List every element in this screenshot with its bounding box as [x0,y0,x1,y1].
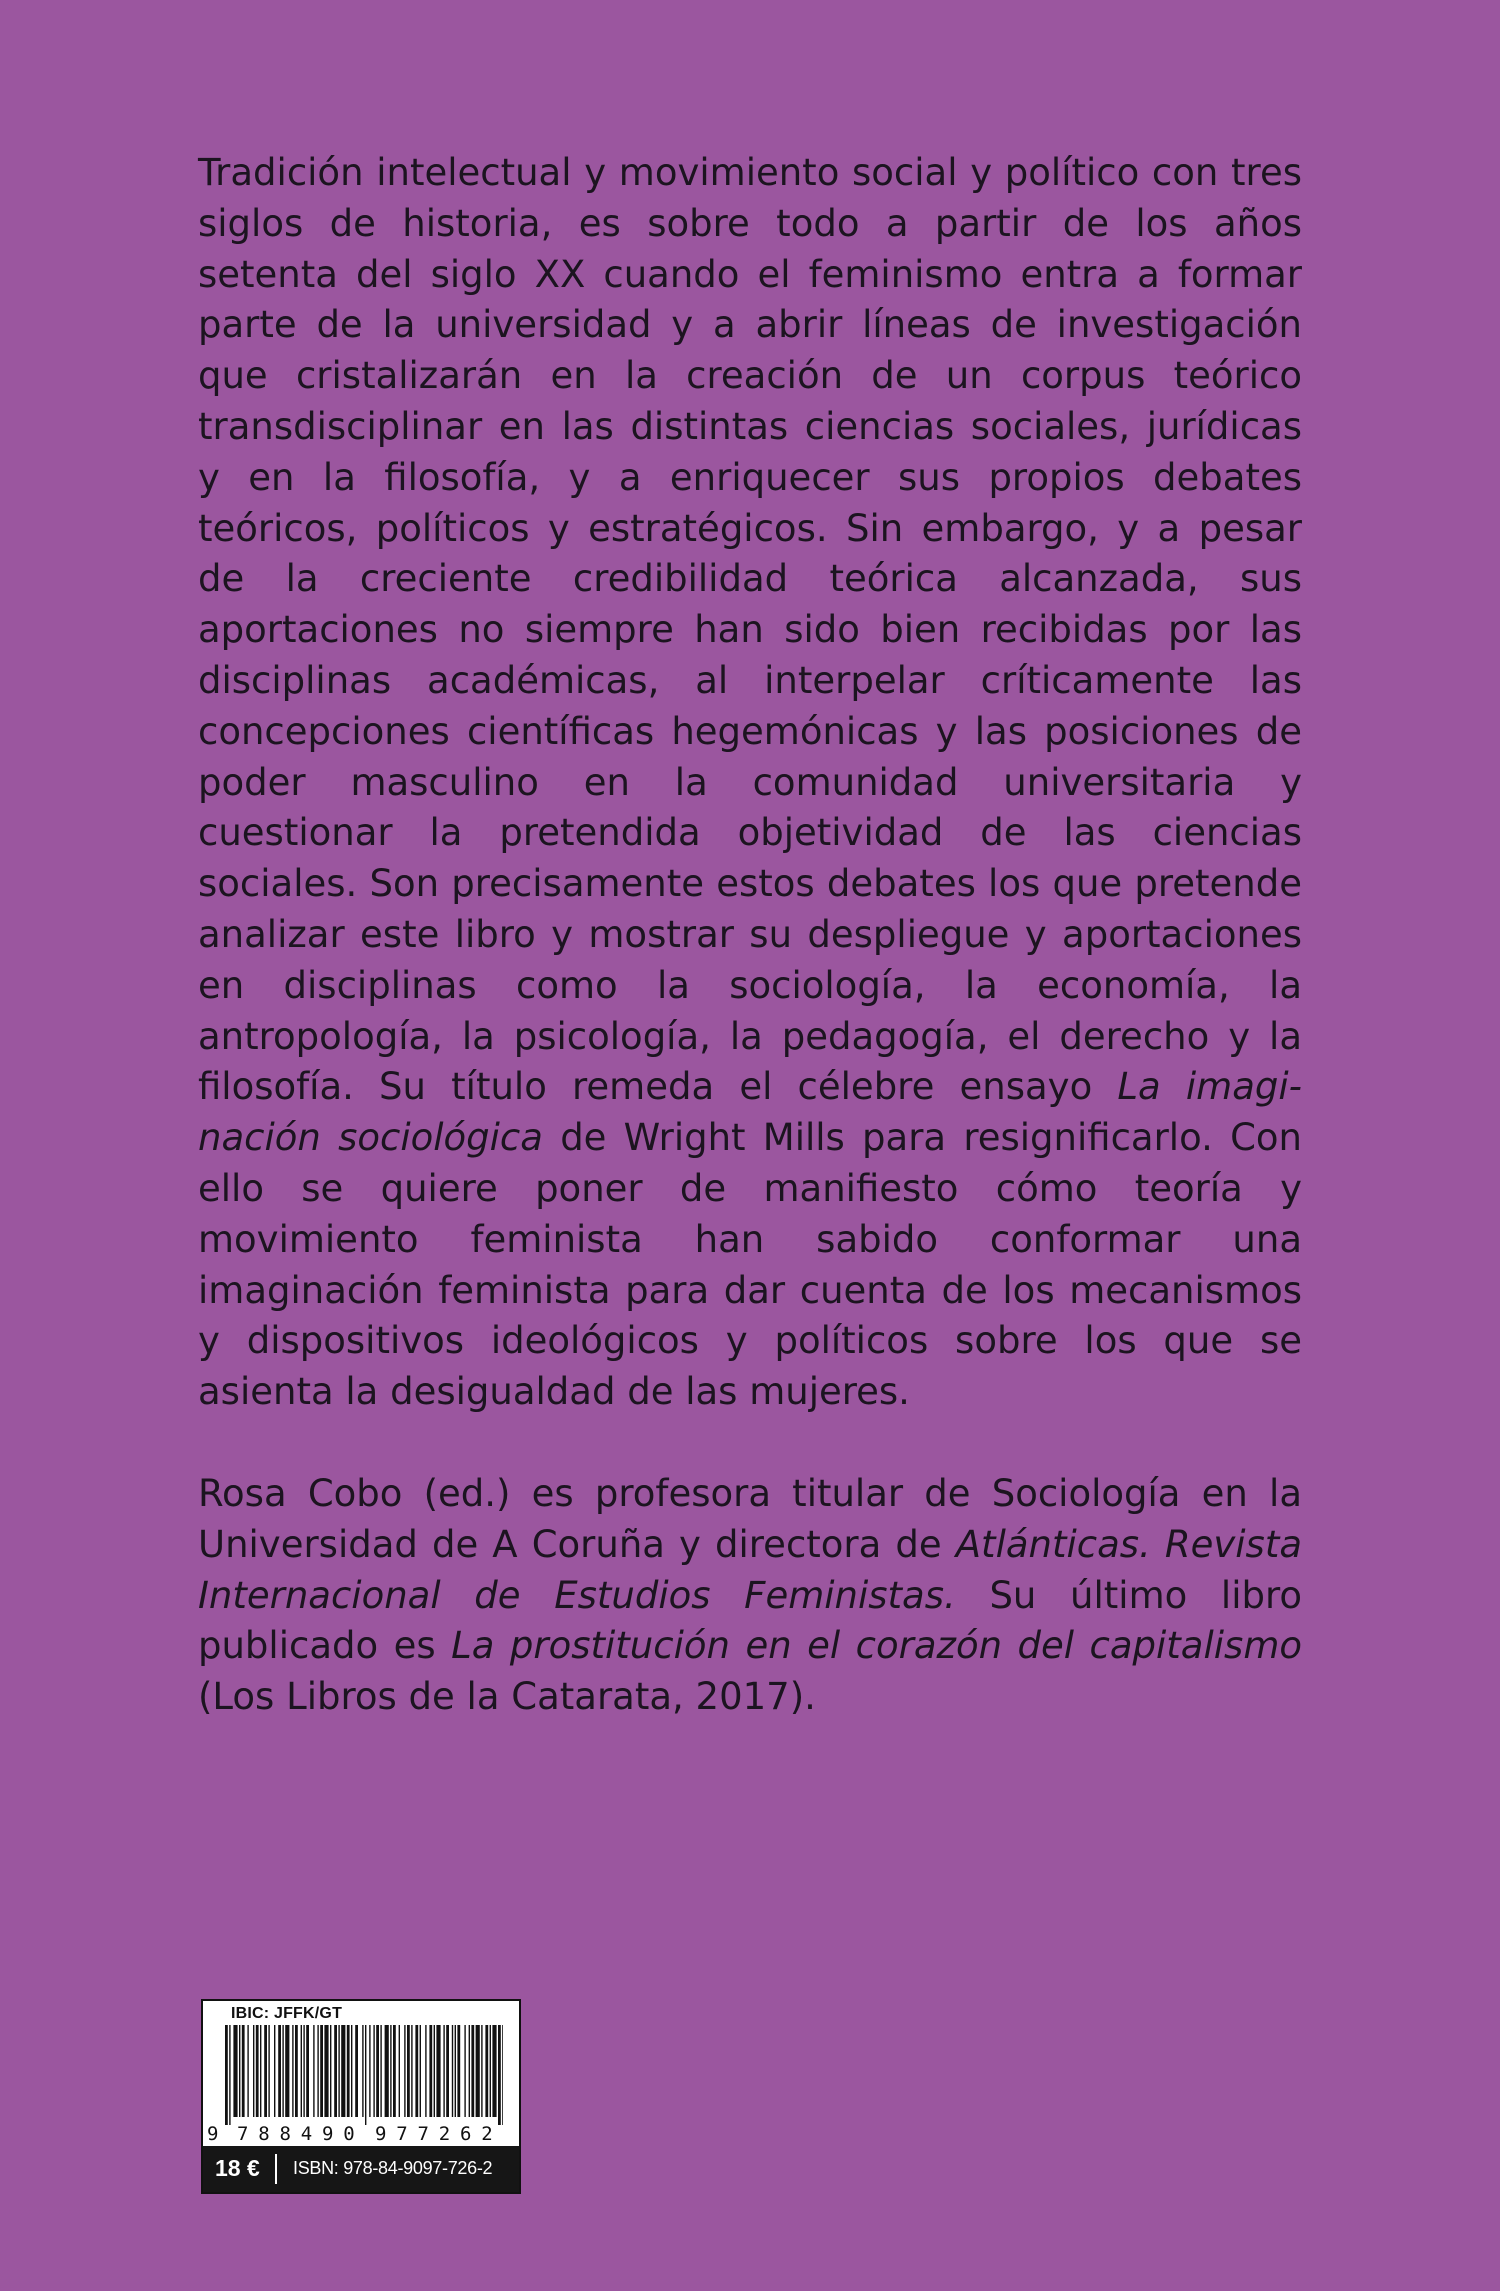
barcode-bar [282,2025,283,2117]
journal-title: Atlánticas. Revista Internacional de Estudios Feministas. [198,1522,1303,1617]
barcode-bar [334,2025,337,2117]
barcode-bar [347,2025,350,2117]
barcode-bar [301,2025,302,2117]
barcode-bar [469,2025,470,2117]
barcode-bar [452,2025,453,2117]
barcode-bar [330,2025,331,2117]
barcode-bar [317,2025,318,2117]
barcode-bar [464,2025,465,2117]
barcode-bar [264,2025,267,2117]
description-text: Tradición intelectual y movimiento social y político con tres siglos de historia, es sobre todo a partir de los años setenta del siglo XX cuando el feminismo entra a formar parte de la universidad y a abrir líneas de investigación que cristalizarán en la creación de un corpus teórico transdisciplinar en las distintas ciencias sociales, jurídicas y en la filosofía, y a enriquecer sus propios debates teóricos, políticos y estratégicos. Sin embargo, y a pesar de la creciente credibilidad teórica alcanzada, sus aportaciones no siempre han sido bien recibidas por las disciplinas académicas, al interpelar críticamente las concepciones científicas hegemónicas y las posiciones de poder masculino en la comunidad universitaria y cuestionar la pretendida objetividad de las ciencias sociales. Son precisamente estos debates los que pretende analizar este libro y mostrar su despliegue y aportaciones en disciplinas como la sociología, la economía, la antropología, la psicología, la pedagogía, el derecho y la filosofía. Su título remeda el célebre ensayo [198,151,1302,1109]
barcode-bar [380,2025,381,2117]
author-bio-text-end: (Los Libros de la Catarata, 2017). [198,1675,816,1719]
barcode-bar [351,2025,352,2117]
barcode-bar [399,2025,400,2117]
barcode-bar [492,2025,496,2117]
barcode-bar [253,2025,254,2117]
barcode-bars [225,2025,503,2125]
barcode-bar [313,2025,314,2117]
barcode-bar [285,2025,289,2117]
barcode-bar [274,2025,275,2117]
barcode-bar [434,2025,435,2117]
barcode-digits-left: 788490 [237,2123,365,2145]
barcode-bar [278,2025,281,2117]
barcode-bar [407,2025,410,2117]
barcode-label [201,1999,521,2194]
price: 18 € [215,2155,260,2181]
barcode-bar [365,2025,366,2125]
barcode-digit-first: 9 [207,2123,229,2145]
barcode-bar [225,2025,228,2125]
barcode-bar [242,2025,245,2117]
barcode-bar [256,2025,259,2117]
barcode-bar [247,2025,248,2117]
barcode-bar [233,2025,237,2117]
latest-book-title: La prostitución en el corazón del capitalismo [451,1624,1302,1668]
barcode-bar [369,2025,370,2117]
barcode-bar [338,2025,339,2117]
back-cover-text [198,148,1302,1723]
barcode-bar [443,2025,444,2117]
barcode-bar [393,2025,396,2117]
barcode-bar [502,2025,503,2125]
barcode-bar [446,2025,449,2117]
book-title-reference: La imaginación sociológica [198,1065,1302,1160]
author-bio-text: Rosa Cobo (ed.) es profesora titular de Sociología en la Universidad de A Coruña y directora de [198,1471,1302,1566]
barcode-bar [411,2025,412,2117]
barcode-bar [306,2025,309,2117]
barcode-bar [415,2025,418,2117]
barcode-bar [268,2025,269,2117]
barcode-bar [320,2025,323,2117]
barcode-bar [239,2025,240,2117]
barcode-bar [303,2025,304,2117]
barcode-bar [324,2025,328,2117]
barcode-bar [341,2025,345,2117]
barcode-bar [355,2025,358,2117]
barcode-bar [481,2025,482,2117]
barcode-bar [425,2025,426,2117]
barcode-bar [260,2025,261,2117]
author-paragraph [198,1469,1302,1723]
barcode-bar [373,2025,374,2117]
barcode-bar [295,2025,298,2117]
description-paragraph [198,148,1302,1418]
description-text-continued: de Wright Mills para resignificarlo. Con ello se quiere poner de manifiesto cómo teoría y movimiento feminista han sabido conformar una imaginación feminista para dar cuenta de los mecanismos y dispositivos ideológicos y políticos sobre los que se asienta la desigualdad de las mujeres. [198,1116,1302,1414]
isbn: ISBN: 978-84-9097-726-2 [293,2158,493,2178]
barcode-bar [471,2025,474,2117]
barcode-digits-right: 977262 [375,2123,503,2145]
barcode-bar [292,2025,293,2117]
ibic-code: IBIC: JFFK/GT [231,2005,343,2022]
author-bio-text-continued: Su último libro publicado es [198,1573,1302,1668]
barcode-bar [376,2025,379,2117]
barcode-bar [436,2025,440,2117]
barcode-bar [457,2025,460,2117]
barcode-bar [498,2025,501,2125]
barcode-bar [485,2025,488,2117]
price-separator [275,2154,277,2184]
barcode-bar [420,2025,421,2117]
barcode-bar [362,2025,363,2117]
barcode-bar [476,2025,480,2117]
barcode-bar [429,2025,432,2117]
barcode-bar [490,2025,491,2117]
barcode-bar [385,2025,389,2117]
barcode-bar [455,2025,456,2117]
barcode-bar [390,2025,391,2117]
barcode-bar [404,2025,405,2117]
price-isbn-bar [203,2146,519,2192]
barcode-bar [229,2025,230,2125]
